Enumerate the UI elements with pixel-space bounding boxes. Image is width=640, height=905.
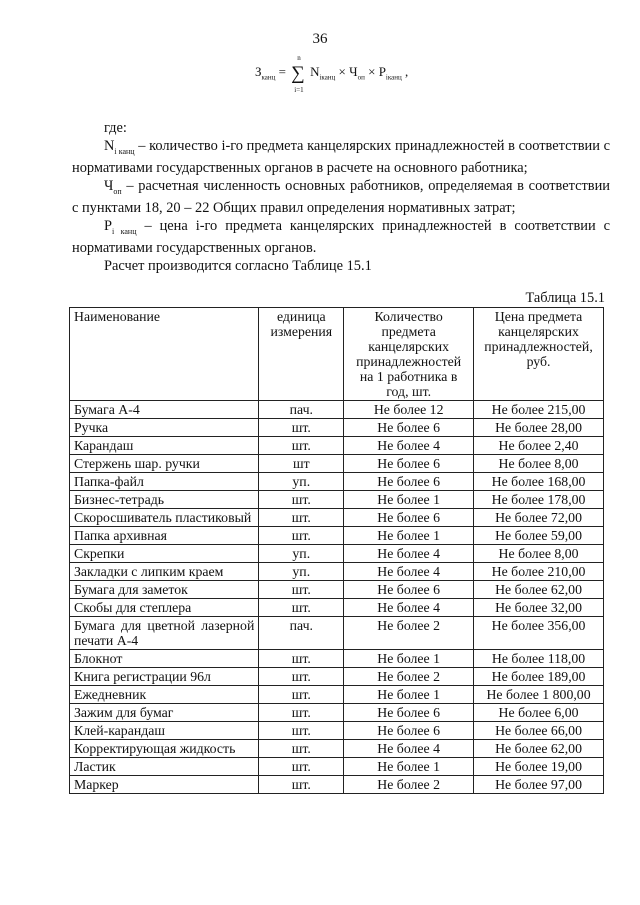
cell-unit: уп. bbox=[259, 545, 344, 563]
table-row bbox=[70, 668, 604, 686]
formula-p-sub: iканц bbox=[385, 73, 402, 82]
cell-unit: шт. bbox=[259, 437, 344, 455]
cell-price: Не более 6,00 bbox=[474, 704, 604, 722]
cell-price: Не более 28,00 bbox=[474, 419, 604, 437]
table-row bbox=[70, 491, 604, 509]
cell-name: Ластик bbox=[70, 758, 259, 776]
cell-price: Не более 178,00 bbox=[474, 491, 604, 509]
cell-quantity: Не более 6 bbox=[344, 704, 474, 722]
cell-name: Ежедневник bbox=[70, 686, 259, 704]
table-row bbox=[70, 473, 604, 491]
cell-quantity: Не более 4 bbox=[344, 599, 474, 617]
cell-price: Не более 72,00 bbox=[474, 509, 604, 527]
cell-name: Папка-файл bbox=[70, 473, 259, 491]
table-row bbox=[70, 650, 604, 668]
cell-unit: шт. bbox=[259, 419, 344, 437]
cell-price: Не более 8,00 bbox=[474, 545, 604, 563]
cell-unit: шт. bbox=[259, 650, 344, 668]
cell-price: Не более 32,00 bbox=[474, 599, 604, 617]
header-quantity: Количество предмета канцелярских принадлежностей на 1 работника в год, шт. bbox=[344, 308, 474, 401]
cell-price: Не более 97,00 bbox=[474, 776, 604, 794]
cell-name: Скоросшиватель пластиковый bbox=[70, 509, 259, 527]
cell-name: Бумага для цветной лазерной печати А-4 bbox=[70, 617, 259, 650]
header-price: Цена предмета канцелярских принадлежностей, руб. bbox=[474, 308, 604, 401]
cell-quantity: Не более 1 bbox=[344, 758, 474, 776]
page-number: 36 bbox=[312, 31, 328, 47]
cell-name: Ручка bbox=[70, 419, 259, 437]
cell-unit: пач. bbox=[259, 617, 344, 650]
cell-quantity: Не более 1 bbox=[344, 686, 474, 704]
formula-times-1: × bbox=[338, 64, 346, 79]
cell-name: Скрепки bbox=[70, 545, 259, 563]
table-row bbox=[70, 704, 604, 722]
table-row bbox=[70, 686, 604, 704]
cell-unit: шт. bbox=[259, 776, 344, 794]
table-header-row bbox=[70, 308, 604, 401]
def-ch-text: – расчетная численность основных работников, определяемая в соответствии с пунктами 18, 20 – 22 Общих правил определения нормативных затрат; bbox=[72, 177, 610, 217]
definition-ch bbox=[72, 178, 610, 218]
cell-unit: шт. bbox=[259, 668, 344, 686]
cell-name: Папка архивная bbox=[70, 527, 259, 545]
cell-unit: уп. bbox=[259, 563, 344, 581]
table-row bbox=[70, 581, 604, 599]
cell-name: Бумага для заметок bbox=[70, 581, 259, 599]
calc-note: Расчет производится согласно Таблице 15.1 bbox=[104, 257, 372, 274]
cell-price: Не более 210,00 bbox=[474, 563, 604, 581]
formula-eq: = bbox=[278, 64, 287, 79]
cell-unit: шт. bbox=[259, 704, 344, 722]
table-row bbox=[70, 617, 604, 650]
cell-unit: шт. bbox=[259, 509, 344, 527]
table-row bbox=[70, 599, 604, 617]
table-row bbox=[70, 545, 604, 563]
definitions-block bbox=[72, 120, 610, 275]
table-row bbox=[70, 419, 604, 437]
formula-n-sub: iканц bbox=[319, 73, 336, 82]
cell-price: Не более 168,00 bbox=[474, 473, 604, 491]
supplies-table bbox=[69, 307, 604, 794]
def-n-sub: i канц bbox=[114, 146, 135, 156]
cell-name: Скобы для степлера bbox=[70, 599, 259, 617]
cell-price: Не более 8,00 bbox=[474, 455, 604, 473]
formula-ch-sub: оп bbox=[357, 73, 365, 82]
table-row bbox=[70, 740, 604, 758]
formula-times-2: × bbox=[368, 64, 376, 79]
cell-quantity: Не более 4 bbox=[344, 437, 474, 455]
table-row bbox=[70, 563, 604, 581]
cell-price: Не более 66,00 bbox=[474, 722, 604, 740]
cell-price: Не более 59,00 bbox=[474, 527, 604, 545]
sum-lower-limit: i=1 bbox=[294, 86, 304, 94]
cell-name: Карандаш bbox=[70, 437, 259, 455]
cell-price: Не более 118,00 bbox=[474, 650, 604, 668]
cell-price: Не более 1 800,00 bbox=[474, 686, 604, 704]
formula-n: N bbox=[310, 64, 320, 79]
sum-sign: ∑ n i=1 bbox=[291, 54, 305, 94]
cell-quantity: Не более 6 bbox=[344, 722, 474, 740]
table-row bbox=[70, 437, 604, 455]
cell-quantity: Не более 12 bbox=[344, 401, 474, 419]
cell-price: Не более 215,00 bbox=[474, 401, 604, 419]
where-label: где: bbox=[104, 120, 127, 136]
cell-unit: шт bbox=[259, 455, 344, 473]
cell-unit: шт. bbox=[259, 491, 344, 509]
def-n-symbol: N bbox=[104, 137, 115, 154]
formula-lhs-sub: канц bbox=[261, 73, 276, 82]
cell-quantity: Не более 6 bbox=[344, 419, 474, 437]
table-row bbox=[70, 758, 604, 776]
def-n-text: – количество i-го предмета канцелярских принадлежностей в соответствии с нормативами государственных органов в расчете на основного работника; bbox=[72, 137, 610, 177]
cell-name: Маркер bbox=[70, 776, 259, 794]
cell-price: Не более 62,00 bbox=[474, 581, 604, 599]
def-ch-symbol: Ч bbox=[104, 177, 114, 194]
cell-name: Блокнот bbox=[70, 650, 259, 668]
cell-quantity: Не более 4 bbox=[344, 740, 474, 758]
cell-quantity: Не более 4 bbox=[344, 545, 474, 563]
table-row bbox=[70, 509, 604, 527]
definition-p bbox=[72, 218, 610, 258]
header-unit: единица измерения bbox=[259, 308, 344, 401]
cell-name: Закладки с липким краем bbox=[70, 563, 259, 581]
formula-tail: , bbox=[405, 64, 409, 79]
cell-quantity: Не более 2 bbox=[344, 668, 474, 686]
def-p-text: – цена i-го предмета канцелярских принадлежностей в соответствии с нормативами государственных органов. bbox=[72, 217, 610, 257]
cell-quantity: Не более 1 bbox=[344, 650, 474, 668]
cell-price: Не более 19,00 bbox=[474, 758, 604, 776]
cell-name: Книга регистрации 96л bbox=[70, 668, 259, 686]
cell-unit: шт. bbox=[259, 599, 344, 617]
cell-unit: шт. bbox=[259, 740, 344, 758]
cell-unit: шт. bbox=[259, 722, 344, 740]
table-row bbox=[70, 527, 604, 545]
cell-price: Не более 2,40 bbox=[474, 437, 604, 455]
cell-quantity: Не более 6 bbox=[344, 455, 474, 473]
definition-n bbox=[72, 138, 610, 178]
cell-name: Стержень шар. ручки bbox=[70, 455, 259, 473]
cell-quantity: Не более 1 bbox=[344, 491, 474, 509]
cell-quantity: Не более 6 bbox=[344, 509, 474, 527]
def-p-symbol: P bbox=[104, 217, 113, 234]
cell-quantity: Не более 1 bbox=[344, 527, 474, 545]
cell-name: Бумага А-4 bbox=[70, 401, 259, 419]
cell-name: Корректирующая жидкость bbox=[70, 740, 259, 758]
table-row bbox=[70, 455, 604, 473]
header-name: Наименование bbox=[70, 308, 259, 401]
cell-quantity: Не более 2 bbox=[344, 617, 474, 650]
cell-name: Бизнес-тетрадь bbox=[70, 491, 259, 509]
cell-price: Не более 189,00 bbox=[474, 668, 604, 686]
cell-quantity: Не более 4 bbox=[344, 563, 474, 581]
table-row bbox=[70, 722, 604, 740]
cell-name: Зажим для бумаг bbox=[70, 704, 259, 722]
cell-price: Не более 62,00 bbox=[474, 740, 604, 758]
cell-name: Клей-карандаш bbox=[70, 722, 259, 740]
cost-formula bbox=[255, 54, 409, 94]
table-row bbox=[70, 401, 604, 419]
cell-quantity: Не более 6 bbox=[344, 581, 474, 599]
formula-ch: Ч bbox=[349, 64, 358, 79]
cell-quantity: Не более 6 bbox=[344, 473, 474, 491]
sum-upper-limit: n bbox=[297, 54, 301, 62]
formula-lhs: З bbox=[255, 64, 262, 79]
table-row bbox=[70, 776, 604, 794]
cell-price: Не более 356,00 bbox=[474, 617, 604, 650]
cell-quantity: Не более 2 bbox=[344, 776, 474, 794]
def-ch-sub: оп bbox=[113, 186, 122, 196]
def-p-sub: i канц bbox=[112, 226, 137, 236]
cell-unit: шт. bbox=[259, 686, 344, 704]
cell-unit: уп. bbox=[259, 473, 344, 491]
table-body bbox=[70, 401, 604, 794]
table-caption: Таблица 15.1 bbox=[525, 290, 605, 306]
cell-unit: шт. bbox=[259, 527, 344, 545]
formula-p: P bbox=[378, 64, 386, 79]
cell-unit: пач. bbox=[259, 401, 344, 419]
cell-unit: шт. bbox=[259, 581, 344, 599]
cell-unit: шт. bbox=[259, 758, 344, 776]
